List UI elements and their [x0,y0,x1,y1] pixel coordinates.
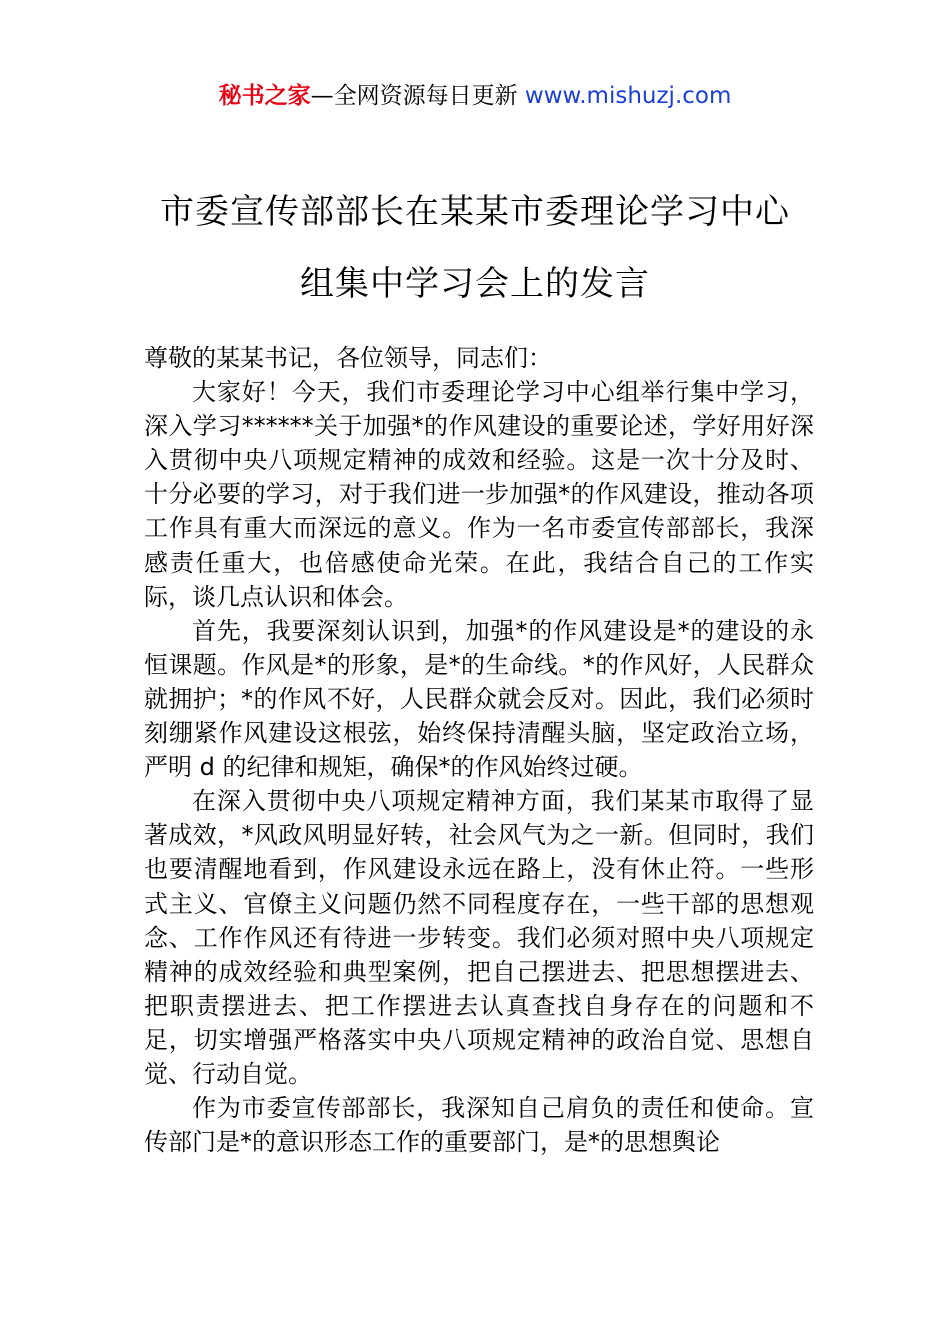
site-brand: 秘书之家 [218,83,311,109]
salutation: 尊敬的某某书记，各位领导，同志们： [144,344,552,372]
document-body [144,341,814,1159]
title-line-2: 组集中学习会上的发言 [300,264,650,304]
site-tagline: —全网资源每日更新 [310,83,525,109]
title-line-1: 市委宣传部部长在某某市委理论学习中心 [160,192,790,232]
paragraph-2: 首先，我要深刻认识到，加强*的作风建设是*的建设的永恒课题。作风是*的形象，是*的生命线。*的作风好，人民群众就拥护；*的作风不好，人民群众就会反对。因此，我们必须时刻绷紧作风建设这根弦，始终保持清醒头脑，坚定政治立场，严明 d 的纪律和规矩，确保*的作风始终过硬。 [144,616,814,782]
paragraph-4: 作为市委宣传部部长，我深知自己肩负的责任和使命。宣传部门是*的意识形态工作的重要部门，是*的思想舆论 [144,1094,814,1157]
site-header [0,80,950,112]
site-url-link[interactable]: www.mishuzj.com [524,83,732,109]
document-title [0,176,950,320]
paragraph-1: 大家好！今天，我们市委理论学习中心组举行集中学习，深入学习******关于加强*的作风建设的重要论述，学好用好深入贯彻中央八项规定精神的成效和经验。这是一次十分及时、十分必要的学习，对于我们进一步加强*的作风建设，推动各项工作具有重大而深远的意义。作为一名市委宣传部部长，我深感责任重大，也倍感使命光荣。在此，我结合自己的工作实际，谈几点认识和体会。 [144,378,814,611]
paragraph-3: 在深入贯彻中央八项规定精神方面，我们某某市取得了显著成效，*风政风明显好转，社会风气为之一新。但同时，我们也要清醒地看到，作风建设永远在路上，没有休止符。一些形式主义、官僚主义问题仍然不同程度存在，一些干部的思想观念、工作作风还有待进一步转变。我们必须对照中央八项规定精神的成效经验和典型案例，把自己摆进去、把思想摆进去、把职责摆进去、把工作摆进去认真查找自身存在的问题和不足，切实增强严格落实中央八项规定精神的政治自觉、思想自觉、行动自觉。 [144,787,814,1088]
